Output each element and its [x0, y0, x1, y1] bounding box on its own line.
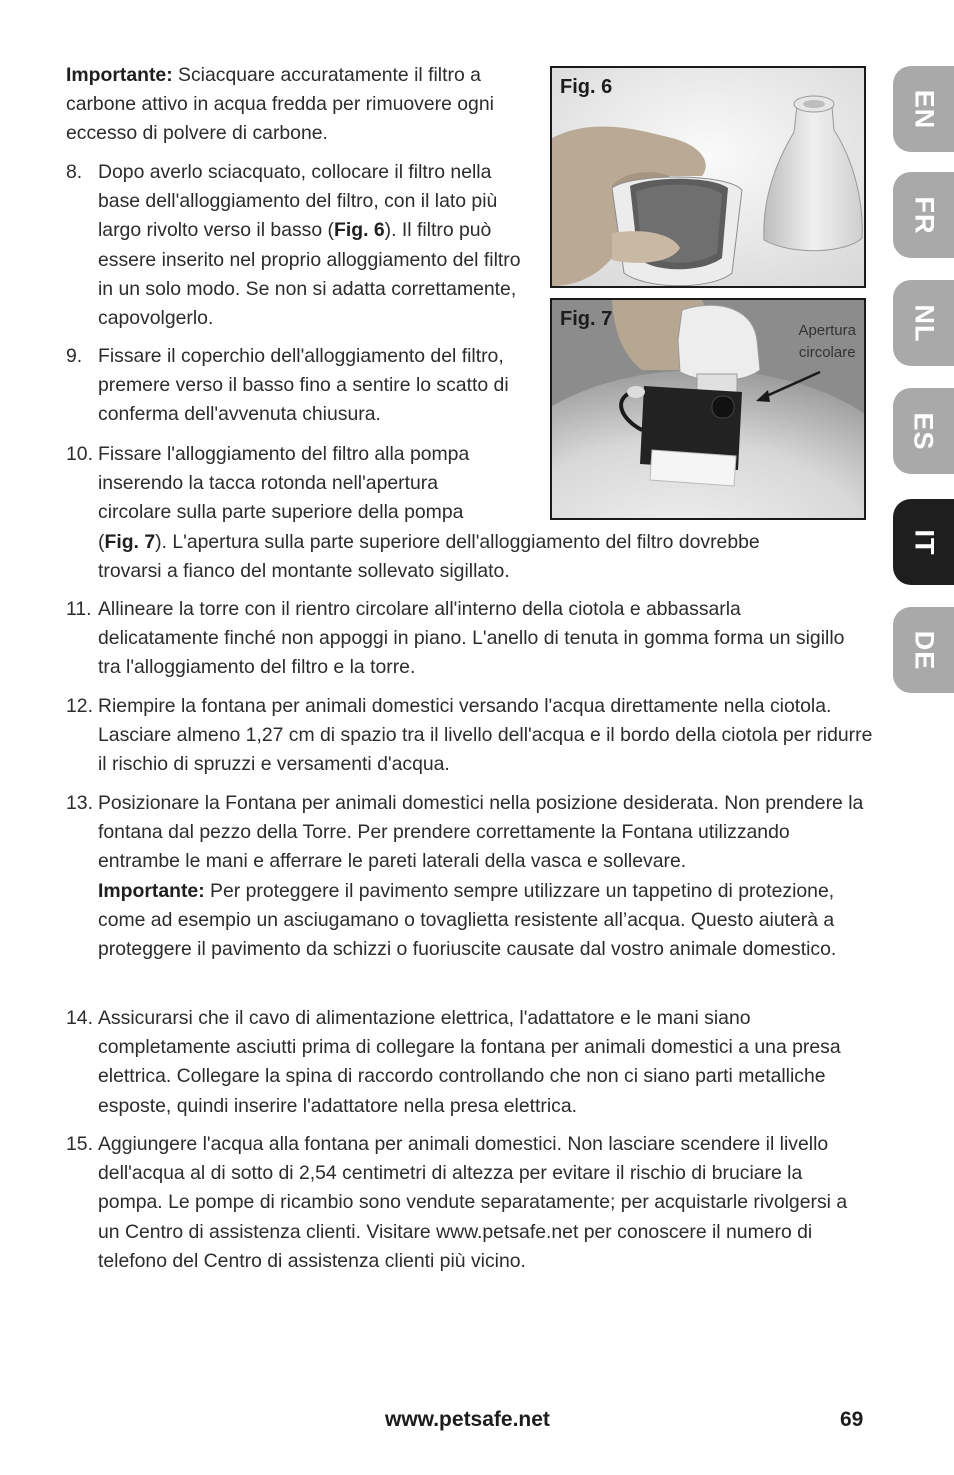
step-text: Dopo averlo sciacquato, collocare il filtro nella base dell'alloggiamento del filtro, con il lato più largo rivolto verso il basso (: [98, 161, 498, 242]
important-text: Sciacquare accuratamente il filtro a carbone attivo in acqua fredda per rimuovere ogni eccesso di polvere di carbone.: [66, 64, 494, 145]
figure-6-label: Fig. 6: [560, 76, 613, 98]
step-11: [66, 595, 866, 683]
important-note: [66, 61, 536, 149]
important-label: Importante:: [98, 879, 205, 902]
tab-label: DE: [908, 630, 939, 670]
step-13: [66, 789, 866, 964]
figure-6: [550, 66, 866, 288]
tab-nl[interactable]: [893, 280, 954, 366]
tab-it[interactable]: [893, 499, 954, 585]
step-text: Per proteggere il pavimento sempre utilizzare un tappetino di protezione, come ad esempio un asciugamano o tovaglietta resistente all’acqua. Questo aiuterà a proteggere il pavimento da schizzi o fuoriuscite causate dal vostro animale domestico.: [98, 879, 837, 961]
tab-en[interactable]: [893, 66, 954, 152]
step-text: ). Il filtro può essere inserito nel proprio alloggiamento del filtro in un solo modo. Se non si adatta correttamente, capovolgerlo.: [98, 219, 521, 330]
figure-7-label: Fig. 7: [560, 308, 613, 330]
step-number: 10.: [66, 443, 93, 465]
paren: (: [98, 530, 105, 553]
step-text: Allineare la torre con il rientro circolare all'interno della ciotola e abbassarla delicatamente finché non appoggi in piano. L'anello di tenuta in gomma forma un sigillo tra l'alloggiamento del filtro e la torre.: [98, 598, 845, 679]
footer-url: www.petsafe.net: [385, 1408, 550, 1431]
step-12: [66, 692, 878, 780]
tab-label: IT: [909, 529, 939, 555]
step-text: Posizionare la Fontana per animali domestici nella posizione desiderata. Non prendere la fontana dal pezzo della Torre. Per prendere correttamente la Fontana utilizzando entrambe le mani e afferrare le pareti laterali della vasca e sollevare.: [98, 792, 864, 873]
step-15: [66, 1130, 856, 1276]
step-number: 8.: [66, 161, 83, 183]
tab-label: EN: [908, 89, 939, 129]
circular-opening-callout: [798, 320, 856, 364]
step-text: ). L'apertura sulla parte superiore dell'alloggiamento del filtro dovrebbe trovarsi a fianco del montante sollevato sigillato.: [98, 530, 760, 582]
step-8: [66, 158, 536, 333]
tab-label: FR: [909, 196, 939, 234]
callout-line-1: Apertura: [798, 322, 856, 339]
tab-de[interactable]: [893, 607, 954, 693]
step-text: Aggiungere l'acqua alla fontana per animali domestici. Non lasciare scendere il livello dell'acqua al di sotto di 2,54 centimetri di altezza per evitare il rischio di bruciare la pompa. Le pompe di ricambio sono vendute separatamente; per acquistarle rivolgersi a un Centro di assistenza clienti. Visitare www.petsafe.net per conoscere il numero di telefono del Centro di assistenza clienti più vicino.: [98, 1133, 848, 1272]
callout-line-2: circolare: [798, 344, 856, 361]
page-number: 69: [840, 1408, 864, 1431]
tab-label: NL: [909, 304, 939, 342]
figure-7: [550, 298, 866, 520]
step-number: 9.: [66, 345, 83, 367]
tab-es[interactable]: [893, 388, 954, 474]
step-text: Fissare l'alloggiamento del filtro alla pompa inserendo la tacca rotonda nell'apertura circolare sulla parte superiore della pompa: [98, 443, 470, 524]
step-9: [66, 342, 536, 430]
step-number: 12.: [66, 695, 93, 717]
step-number: 15.: [66, 1133, 93, 1155]
step-14: [66, 1004, 856, 1121]
tab-label: ES: [909, 411, 939, 451]
tab-fr[interactable]: [893, 172, 954, 258]
step-text: Fissare il coperchio dell'alloggiamento del filtro, premere verso il basso fino a sentire lo scatto di conferma dell'avvenuta chiusura.: [98, 345, 509, 426]
step-number: 13.: [66, 792, 93, 814]
fig-reference: Fig. 7: [104, 530, 156, 553]
step-text: Riempire la fontana per animali domestici versando l'acqua direttamente nella ciotola. Lasciare almeno 1,27 cm di spazio tra il livello dell'acqua e il bordo della ciotola per ridurre il rischio di spruzzi e versamenti d'acqua.: [98, 695, 873, 776]
important-label: Importante:: [66, 64, 173, 86]
fig-reference: Fig. 6: [334, 219, 385, 242]
step-number: 14.: [66, 1007, 93, 1029]
filter-photo: [552, 68, 864, 286]
step-text: Assicurarsi che il cavo di alimentazione elettrica, l'adattatore e le mani siano completamente asciutti prima di collegare la fontana per animali domestici a una presa elettrica. Collegare la spina di raccordo controllando che non ci siano parti metalliche esposte, quindi inserire l'adattatore nella presa elettrica.: [98, 1007, 841, 1117]
step-number: 11.: [66, 598, 92, 620]
